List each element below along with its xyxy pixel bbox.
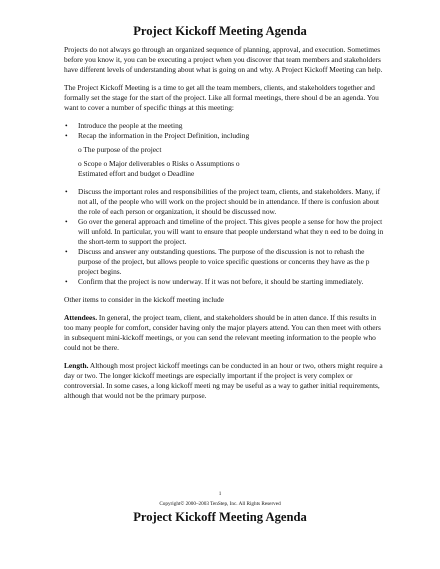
sublist-item: o The purpose of the project bbox=[78, 145, 162, 154]
kickoff-paragraph: The Project Kickoff Meeting is a time to get all the team members, clients, and stakeholders together and formally set the stage for the start of the project. Like all formal meetings, there shoul d be an agenda. You want to cover a number of specific things at this meeting: bbox=[64, 83, 379, 112]
attendees-paragraph bbox=[64, 313, 384, 353]
document-title: Project Kickoff Meeting Agenda bbox=[133, 24, 307, 38]
other-items-paragraph: Other items to consider in the kickoff meeting include bbox=[64, 295, 224, 304]
agenda-list bbox=[64, 121, 384, 141]
sublist-item: o Scope o Major deliverables o Risks o Assumptions o bbox=[78, 159, 240, 168]
copyright-notice: Copyright© 2000–2003 TenStep, Inc. All Rights Reserved bbox=[159, 501, 281, 507]
intro-paragraph: Projects do not always go through an organized sequence of planning, approval, and execution. Sometimes before you know it, you can be executing a project when you discover that team members and stakeholders have different levels of understanding about what is going on and why. A Project Kickoff Meeting can help. bbox=[64, 45, 383, 74]
list-item: • Confirm that the project is now underway. If it was not before, it should be starting immediately. bbox=[64, 277, 384, 287]
list-item: • Go over the general approach and timeline of the project. This gives people a sense for how the project will unfold. In particular, you will want to ensure that people understand what they n eed to be doing in the short-term to support the project. bbox=[64, 217, 384, 247]
page-number: 1 bbox=[218, 491, 222, 497]
list-item: • Discuss the important roles and responsibilities of the project team, clients, and stakeholders. Many, if not all, of the people who will work on the project should be in attendance. If there is confusion about the role of each person or organization, it should be discussed now. bbox=[64, 187, 384, 217]
list-item: • Recap the information in the Project Definition, including bbox=[64, 131, 384, 141]
length-paragraph bbox=[64, 361, 384, 401]
attendees-label: Attendees. bbox=[64, 313, 98, 322]
agenda-list-continued bbox=[64, 187, 384, 287]
list-item: • Introduce the people at the meeting bbox=[64, 121, 384, 131]
length-text: Although most project kickoff meetings can be conducted in an hour or two, others might require a day or two. The longer kickoff meetings are especially important if the project is very complex or controversial. In some cases, a long kickoff meeti ng may be useful as a way to gather initial requirements, although that would not be the primary purpose. bbox=[64, 361, 383, 400]
list-item: • Discuss and answer any outstanding questions. The purpose of the discussion is not to rehash the purpose of the project, but allows people to voice specific questions or concerns they have as the p project begins. bbox=[64, 247, 384, 277]
sublist-item: Estimated effort and budget o Deadline bbox=[78, 169, 195, 178]
attendees-text: In general, the project team, client, and stakeholders should be in atten dance. If this results in too many people for comfort, consider having only the major players attend. You can then meet with others in subsequent mini-kickoff meetings, or you can send the relevant meeting information to the people who could not be there. bbox=[64, 313, 381, 352]
document-body bbox=[64, 45, 384, 409]
project-definition-sublist bbox=[78, 145, 384, 179]
length-label: Length. bbox=[64, 361, 89, 370]
next-page-title: Project Kickoff Meeting Agenda bbox=[133, 510, 307, 524]
